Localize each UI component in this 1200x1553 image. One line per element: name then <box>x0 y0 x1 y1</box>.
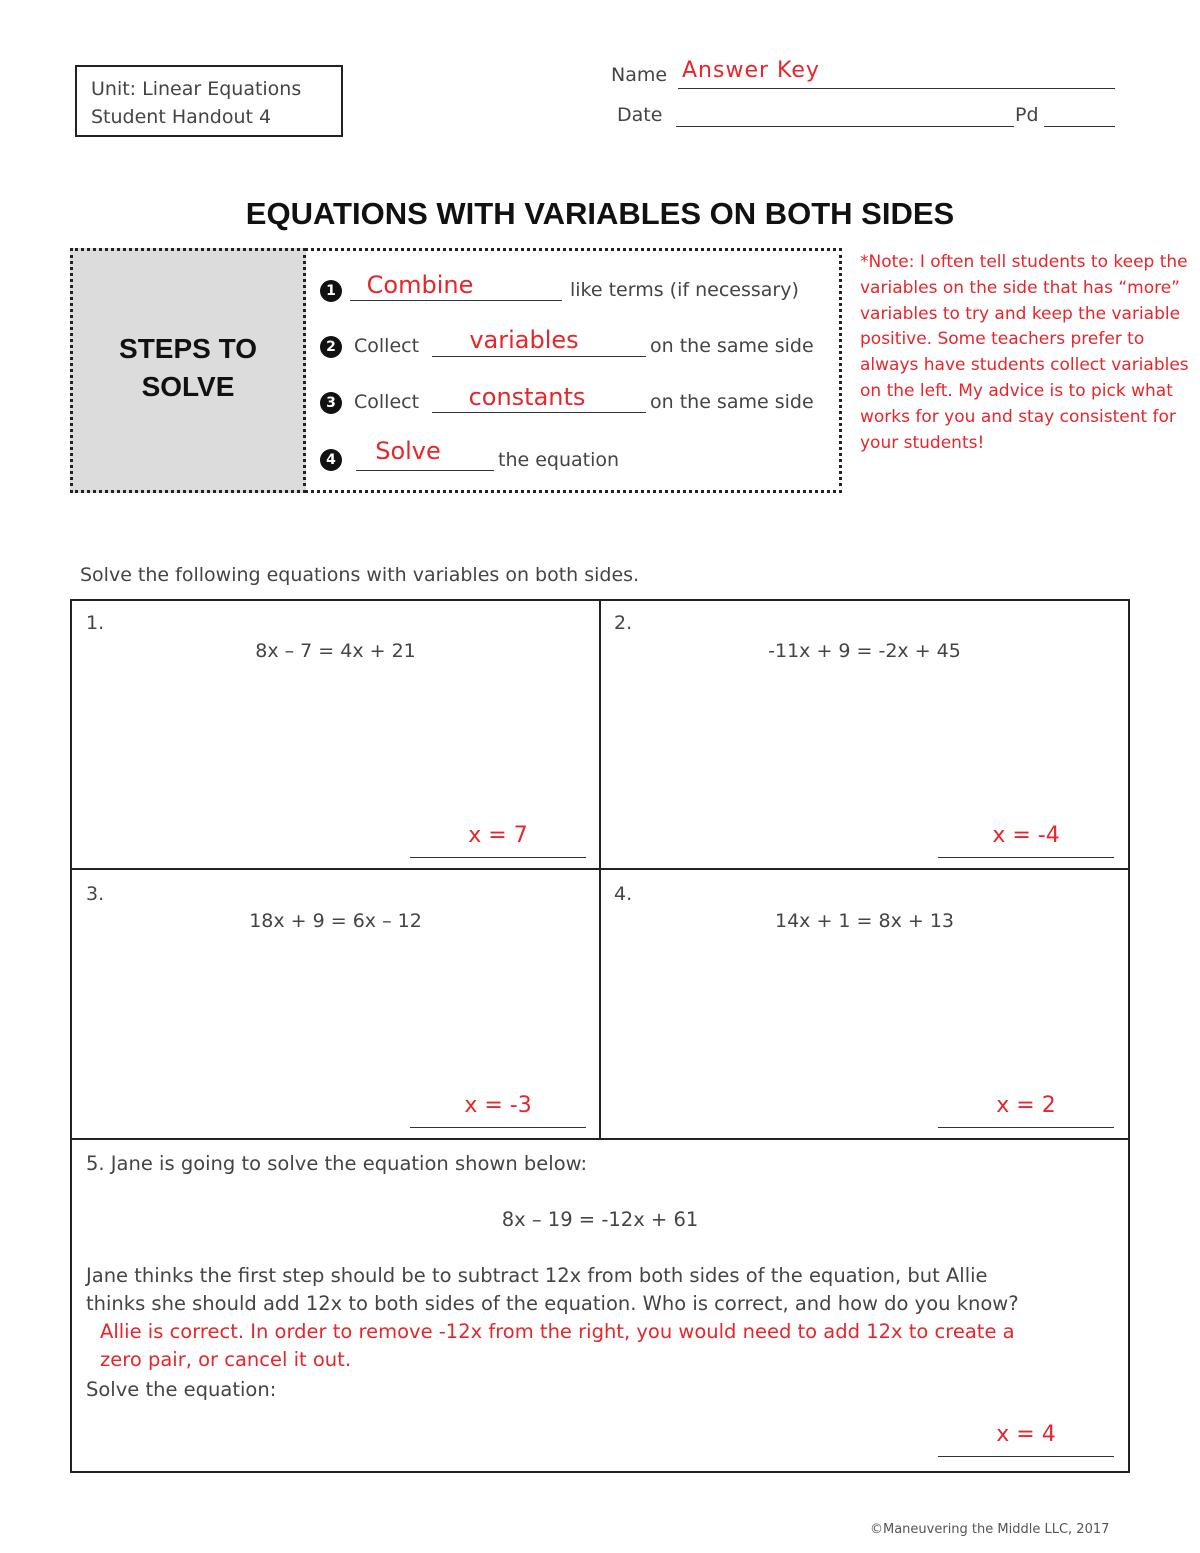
steps-label-line2: SOLVE <box>141 371 235 402</box>
name-label: Name <box>611 64 668 86</box>
date-label: Date <box>617 104 663 126</box>
step-1-bullet: 1 <box>320 280 342 302</box>
step-3-answer: constants <box>468 383 586 411</box>
problem-1-number: 1. <box>86 612 105 634</box>
problem-2-answer: x = -4 <box>992 823 1060 848</box>
step-2-answer: variables <box>469 326 579 354</box>
step-3-text: on the same side <box>650 391 814 413</box>
problem-4-equation: 14x + 1 = 8x + 13 <box>774 910 954 932</box>
name-value: Answer Key <box>682 58 820 83</box>
problem-5-answer-line1: Allie is correct. In order to remove -12x from the right, you would need to add 12x to create a <box>100 1320 1015 1343</box>
steps-label <box>70 330 306 406</box>
unit-box <box>75 65 343 137</box>
step-2-bullet: 2 <box>320 336 342 358</box>
handout-number: Student Handout 4 <box>91 106 272 128</box>
grid-divider-row1 <box>70 868 1130 870</box>
problem-5-equation: 8x – 19 = -12x + 61 <box>501 1208 699 1231</box>
problem-2-equation: -11x + 9 = -2x + 45 <box>768 640 961 662</box>
step-3-prefix: Collect <box>354 391 420 413</box>
problem-4-number: 4. <box>614 883 633 905</box>
copyright-footer: ©Maneuvering the Middle LLC, 2017 <box>870 1522 1110 1537</box>
problem-1-equation: 8x – 7 = 4x + 21 <box>255 640 416 662</box>
problem-3-number: 3. <box>86 883 105 905</box>
unit-title: Unit: Linear Equations <box>91 78 302 100</box>
step-1-answer: Combine <box>366 271 474 299</box>
step-1-text: like terms (if necessary) <box>570 279 799 301</box>
date-field[interactable] <box>676 102 1014 127</box>
problem-5-question-line2: thinks she should add 12x to both sides of the equation. Who is correct, and how do you know? <box>86 1292 1019 1315</box>
step-4-text: the equation <box>498 449 620 471</box>
period-label: Pd <box>1015 104 1039 126</box>
problem-4-answer: x = 2 <box>996 1093 1056 1118</box>
page-title: EQUATIONS WITH VARIABLES ON BOTH SIDES <box>245 196 955 231</box>
problem-1-answer: x = 7 <box>468 823 528 848</box>
problem-3-answer: x = -3 <box>464 1093 532 1118</box>
step-4-bullet: 4 <box>320 449 342 471</box>
grid-divider-row2 <box>70 1138 1130 1140</box>
teacher-note: *Note: I often tell students to keep the variables on the side that has “more” variables to try and keep the variable positive. Some teachers prefer to always have students collect variables on the left. My advice is to pick what works for you and stay consistent for your students! <box>860 252 1189 453</box>
problem-5-solve-label: Solve the equation: <box>86 1378 277 1401</box>
problem-5-question-line1: Jane thinks the first step should be to subtract 12x from both sides of the equation, but Allie <box>86 1264 988 1287</box>
step-3-bullet: 3 <box>320 392 342 414</box>
step-4-answer: Solve <box>375 437 441 465</box>
steps-label-line1: STEPS TO <box>119 333 257 364</box>
instructions: Solve the following equations with variables on both sides. <box>80 564 640 586</box>
problem-5-intro: 5. Jane is going to solve the equation shown below: <box>86 1152 588 1175</box>
problem-2-number: 2. <box>614 612 633 634</box>
problem-5-answer: x = 4 <box>996 1422 1056 1447</box>
step-2-prefix: Collect <box>354 335 420 357</box>
step-2-text: on the same side <box>650 335 814 357</box>
problem-5-answer-line2: zero pair, or cancel it out. <box>100 1348 352 1371</box>
period-field[interactable] <box>1044 102 1115 127</box>
problem-3-equation: 18x + 9 = 6x – 12 <box>249 910 422 932</box>
